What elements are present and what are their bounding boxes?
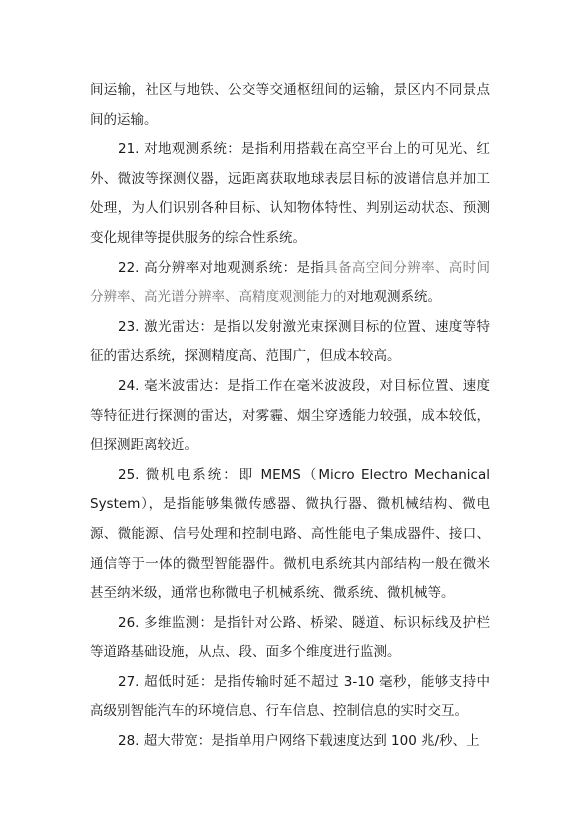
- paragraph-24-mmwave-radar: [90, 372, 490, 461]
- paragraph-text: 28. 超大带宽：是指单用户网络下载速度达到 100 兆/秒、上: [118, 733, 480, 750]
- document-body: [90, 76, 490, 757]
- paragraph-text: 对地观测系统。: [346, 289, 441, 306]
- paragraph-text: 22. 高分辨率对地观测系统：是指: [118, 259, 325, 276]
- paragraph-22-high-resolution-observation: [90, 254, 490, 313]
- paragraph-text: 23. 激光雷达：是指以发射激光束探测目标的位置、速度等特征的雷达系统，探测精度高、范围广，但成本较高。: [90, 318, 490, 365]
- paragraph-text: 21. 对地观测系统：是指利用搭载在高空平台上的可见光、红外、微波等探测仪器，远距离获取地球表层目标的波谱信息并加工处理，为人们识别各种目标、认知物体特性、判别运动状态、预测变化规律等提供服务的综合性系统。: [90, 141, 490, 246]
- paragraph-text: 24. 毫米波雷达：是指工作在毫米波波段，对目标位置、速度等特征进行探测的雷达，对雾霾、烟尘穿透能力较强，成本较低，但探测距离较近。: [90, 377, 490, 454]
- paragraph-21-earth-observation-system: [90, 135, 490, 253]
- paragraph-text: 26. 多维监测：是指针对公路、桥梁、隧道、标识标线及护栏等道路基础设施，从点、段、面多个维度进行监测。: [90, 614, 490, 661]
- paragraph-23-lidar: [90, 313, 490, 372]
- paragraph-27-ultra-low-latency: [90, 668, 490, 727]
- paragraph-text: 间运输，社区与地铁、公交等交通枢纽间的运输，景区内不同景点间的运输。: [90, 82, 490, 128]
- paragraph-text: 25. 微机电系统：即 MEMS（Micro Electro Mechanical System），是指能够集微传感器、微执行器、微机械结构、微电源、微能源、信号处理和控制电路、高性能电子集成器件、接口、通信等于一体的微型智能器件。微机电系统其内部结构一般在微米甚至纳米级，通常也称微电子机械系统、微系统、微机械等。: [90, 466, 490, 602]
- paragraph-26-multidimensional-monitoring: [90, 609, 490, 668]
- paragraph-text: 27. 超低时延：是指传输时延不超过 3-10 毫秒，能够支持中高级别智能汽车的环境信息、行车信息、控制信息的实时交互。: [90, 673, 490, 720]
- paragraph-continued-transport: [90, 76, 490, 135]
- paragraph-25-mems: [90, 461, 490, 609]
- paragraph-28-ultra-broadband: [90, 727, 490, 757]
- paragraph-text-highlight: 具备高空间分辨率、高时间分辨率、高光谱分辨率、高精度观测能力的: [90, 259, 490, 306]
